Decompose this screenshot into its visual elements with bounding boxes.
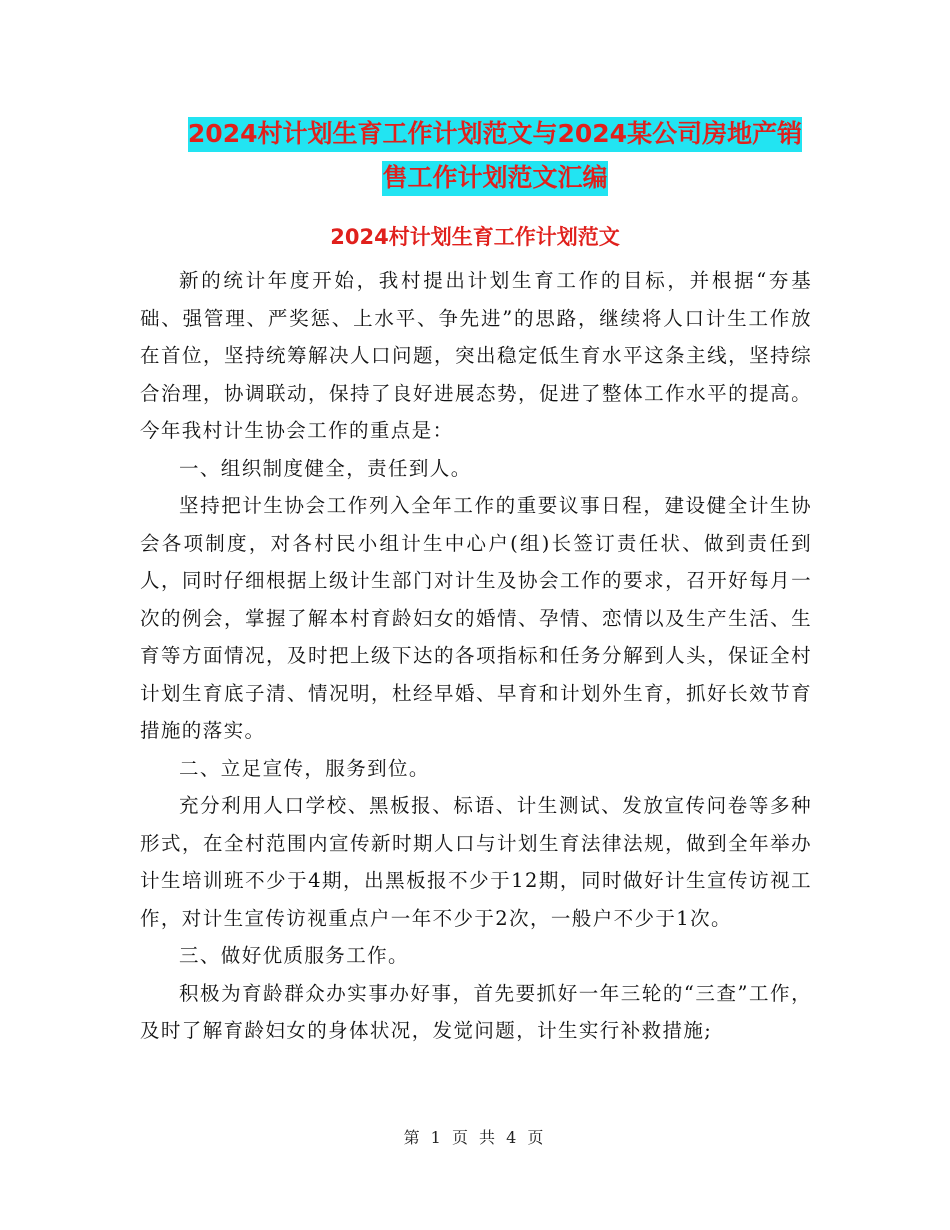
section-title: 2024村计划生育工作计划范文 (330, 225, 620, 249)
title-line-2: 售工作计划范文汇编 (382, 161, 607, 196)
title-line-1: 2024村计划生育工作计划范文与2024某公司房地产销 (188, 117, 802, 152)
document-body (140, 262, 812, 1050)
paragraph-intro: 新的统计年度开始，我村提出计划生育工作的目标，并根据“夯基础、强管理、严奖惩、上水平、争先进”的思路，继续将人口计生工作放在首位，坚持统筹解决人口问题，突出稳定低生育水平这条主线，坚持综合治理，协调联动，保持了良好进展态势，促进了整体工作水平的提高。今年我村计生协会工作的重点是： (140, 269, 812, 442)
paragraph-heading-1: 一、组织制度健全，责任到人。 (179, 456, 472, 480)
paragraph-heading-2: 二、立足宣传，服务到位。 (179, 756, 430, 780)
paragraph-section-3: 积极为育龄群众办实事办好事，首先要抓好一年三轮的“三查”工作，及时了解育龄妇女的身体状况，发觉问题，计生实行补救措施; (140, 981, 812, 1042)
page-footer: 第 1 页 共 4 页 (403, 1128, 547, 1147)
document-title (140, 112, 850, 200)
paragraph-section-1: 坚持把计生协会工作列入全年工作的重要议事日程，建设健全计生协会各项制度，对各村民小组计生中心户(组)长签订责任状、做到责任到人，同时仔细根据上级计生部门对计生及协会工作的要求，召开好每月一次的例会，掌握了解本村育龄妇女的婚情、孕情、恋情以及生产生活、生育等方面情况，及时把上级下达的各项指标和任务分解到人头，保证全村计划生育底子清、情况明，杜经早婚、早育和计划外生育，抓好长效节育措施的落实。 (140, 494, 812, 742)
paragraph-section-2: 充分利用人口学校、黑板报、标语、计生测试、发放宣传问卷等多种形式，在全村范围内宣传新时期人口与计划生育法律法规，做到全年举办计生培训班不少于4期，出黑板报不少于12期，同时做好计生宣传访视工作，对计生宣传访视重点户一年不少于2次，一般户不少于1次。 (140, 794, 812, 930)
paragraph-heading-3: 三、做好优质服务工作。 (179, 944, 409, 967)
